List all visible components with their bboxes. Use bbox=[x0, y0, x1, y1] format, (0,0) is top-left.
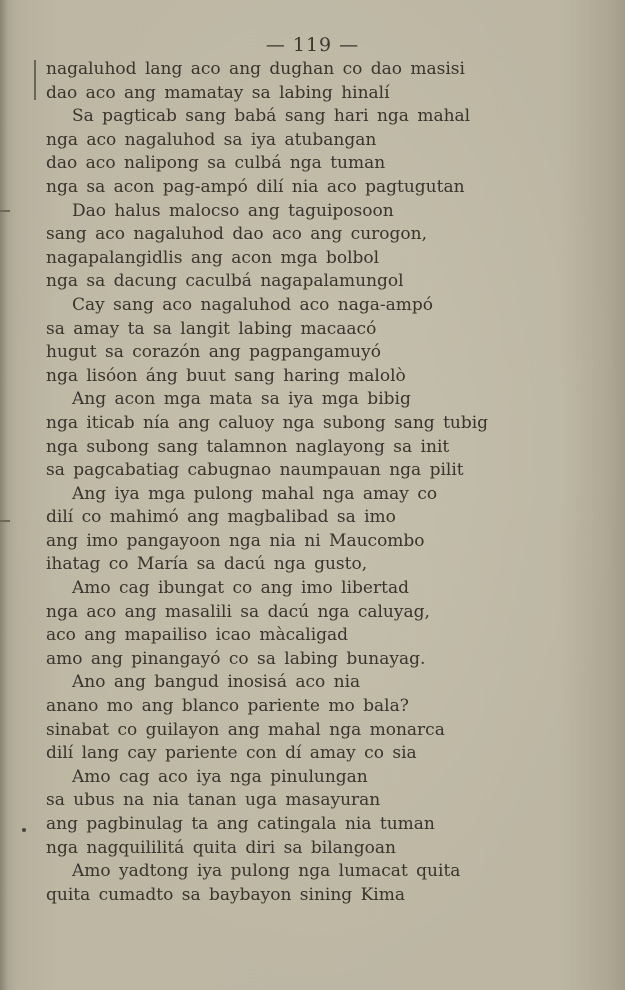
poem-line: nga sa dacung caculbá nagapalamungol bbox=[46, 271, 404, 292]
poem-line: hugut sa corazón ang pagpangamuyó bbox=[46, 342, 381, 363]
poem-line: nagapalangidlis ang acon mga bolbol bbox=[46, 247, 380, 268]
poem-line: Cay sang aco nagaluhod aco naga-ampó bbox=[72, 294, 434, 315]
poem-line: Amo cag aco iya nga pinulungan bbox=[72, 766, 368, 787]
poem-line: ang imo pangayoon nga nia ni Maucombo bbox=[46, 530, 425, 551]
poem-line: nga subong sang talamnon naglayong sa init bbox=[46, 436, 450, 457]
poem-line: quita cumadto sa baybayon sining Kima bbox=[46, 884, 405, 905]
poem-line: sang aco nagaluhod dao aco ang curogon, bbox=[46, 224, 427, 245]
page-number: — 119 — bbox=[265, 34, 360, 56]
poem-line: sa ubus na nia tanan uga masayuran bbox=[46, 790, 381, 811]
poem-line: dilí lang cay pariente con dí amay co sia bbox=[46, 743, 417, 764]
page-spine-shadow bbox=[0, 0, 8, 990]
margin-bracket-mark bbox=[34, 60, 36, 100]
poem-line: nga nagquililitá quita diri sa bilangoan bbox=[46, 837, 396, 858]
poem-line: aco ang mapailiso icao màcaligad bbox=[46, 625, 349, 646]
edge-tick-mark bbox=[0, 520, 10, 522]
poem-line: sa amay ta sa langit labing macaacó bbox=[46, 318, 377, 339]
poem-line: nagaluhod lang aco ang dughan co dao masisi bbox=[46, 59, 465, 79]
poem-line: Ang acon mga mata sa iya mga bibig bbox=[72, 389, 411, 410]
margin-dot-mark bbox=[22, 828, 26, 832]
poem-text-block bbox=[46, 58, 546, 907]
poem-line: Ano ang bangud inosisá aco nia bbox=[72, 672, 361, 693]
poem-line: nga sa acon pag-ampó dilí nia aco pagtugutan bbox=[46, 176, 465, 197]
poem-line: sinabat co guilayon ang mahal nga monarca bbox=[46, 719, 445, 740]
poem-line: amo ang pinangayó co sa labing bunayag. bbox=[46, 648, 426, 669]
poem-line: Dao halus malocso ang taguiposoon bbox=[72, 200, 394, 221]
poem-line: nga iticab nía ang caluoy nga subong sang tubig bbox=[46, 412, 489, 433]
poem-line: dao aco nalipong sa culbá nga tuman bbox=[46, 153, 386, 174]
poem-line: anano mo ang blanco pariente mo bala? bbox=[46, 696, 409, 717]
poem-line: Sa pagticab sang babá sang hari nga mahal bbox=[72, 106, 471, 127]
poem-line: dilí co mahimó ang magbalibad sa imo bbox=[46, 507, 396, 528]
poem-line: Ang iya mga pulong mahal nga amay co bbox=[72, 483, 438, 504]
poem-line: sa pagcabatiag cabugnao naumpauan nga pilit bbox=[46, 460, 464, 481]
poem-line: ang pagbinulag ta ang catingala nia tuman bbox=[46, 814, 435, 834]
edge-tick-mark bbox=[0, 210, 10, 212]
poem-line: nga lisóon áng buut sang haring malolò bbox=[46, 365, 406, 386]
poem-line: nga aco ang masalili sa dacú nga caluyag, bbox=[46, 601, 430, 622]
poem-line: ihatag co María sa dacú nga gusto, bbox=[46, 554, 368, 575]
poem-line: Amo yadtong iya pulong nga lumacat quita bbox=[72, 861, 461, 882]
poem-line: dao aco ang mamatay sa labing hinalí bbox=[46, 82, 390, 103]
poem-line: Amo cag ibungat co ang imo libertad bbox=[72, 578, 409, 599]
poem-line: nga aco nagaluhod sa iya atubangan bbox=[46, 129, 377, 150]
